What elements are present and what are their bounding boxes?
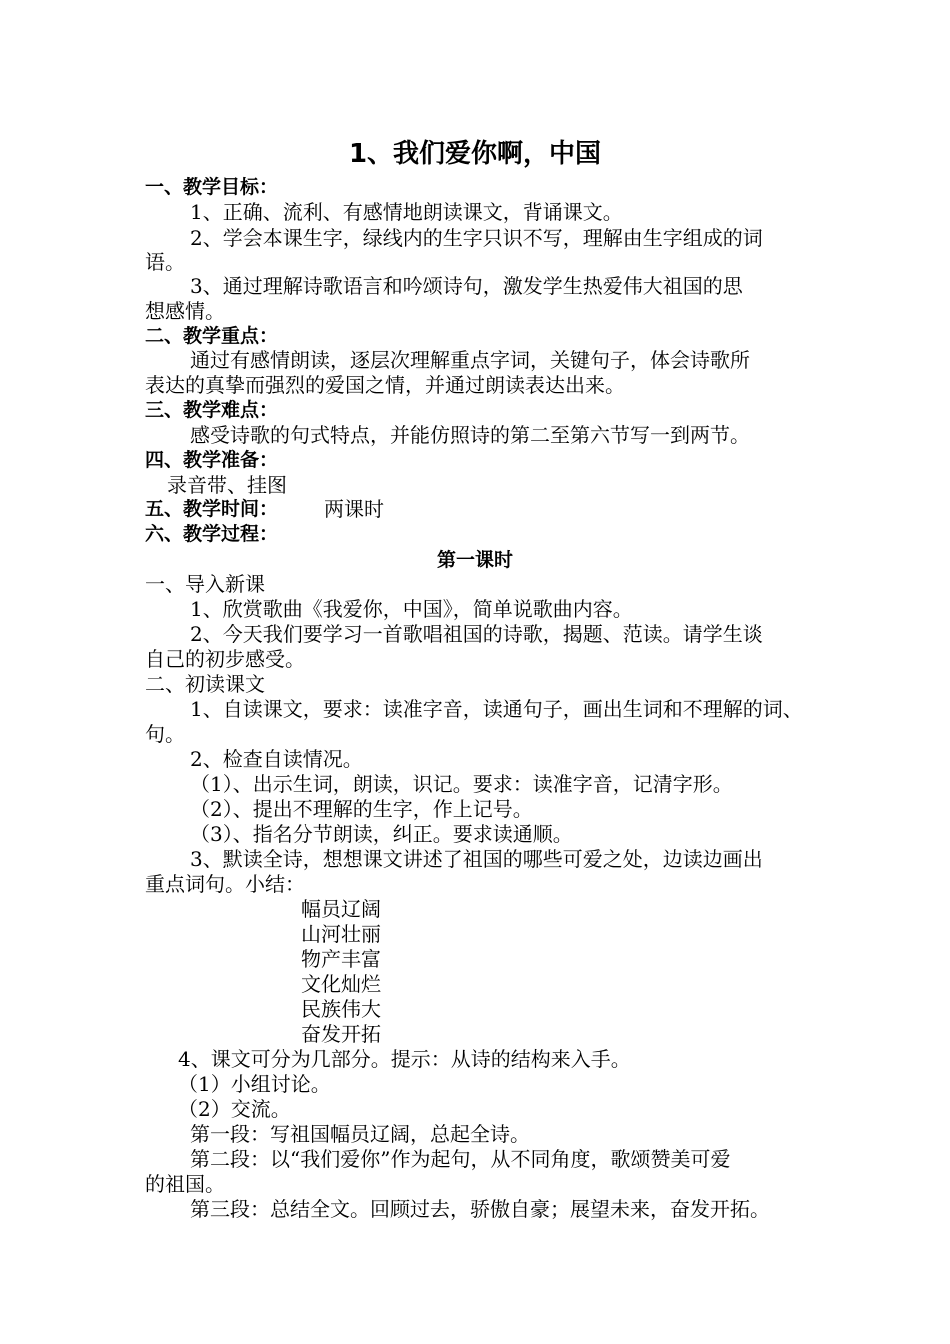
step-intro-2-line-1: 2、今天我们要学习一首歌唱祖国的诗歌，揭题、范读。请学生谈 xyxy=(190,622,763,646)
step-intro-1: 1、欣赏歌曲《我爱你，中国》，简单说歌曲内容。 xyxy=(190,597,633,621)
step-read-3-line-1: 3、默读全诗，想想课文讲述了祖国的哪些可爱之处，边读边画出 xyxy=(190,847,763,871)
preparation-text: 录音带、挂图 xyxy=(167,473,287,497)
page-title: 1、我们爱你啊，中国 xyxy=(348,139,602,169)
step-read-1-line-2: 句。 xyxy=(145,722,185,746)
process-heading: 六、教学过程： xyxy=(145,523,279,545)
key-points-line-1: 通过有感情朗读，逐层次理解重点字词，关键句子，体会诗歌所 xyxy=(190,348,750,372)
time-heading: 五、教学时间： xyxy=(145,498,279,520)
summary-item: 民族伟大 xyxy=(301,997,381,1021)
step-read-3-line-2: 重点词句。小结： xyxy=(145,872,305,896)
summary-item: 文化灿烂 xyxy=(301,972,381,996)
section-one: 第一段：写祖国幅员辽阔，总起全诗。 xyxy=(190,1122,530,1146)
step-read-4-2: （2）交流。 xyxy=(178,1097,291,1121)
section-two-line-2: 的祖国。 xyxy=(145,1172,225,1196)
step-read-4-1: （1）小组讨论。 xyxy=(178,1072,331,1096)
key-points-heading: 二、教学重点： xyxy=(145,325,279,347)
lesson-heading: 第一课时 xyxy=(436,549,513,571)
goal-2-line-1: 2、学会本课生字，绿线内的生字只识不写，理解由生字组成的词 xyxy=(190,226,763,250)
goal-1: 1、正确、流利、有感情地朗读课文，背诵课文。 xyxy=(190,200,623,224)
step-read-1-line-1: 1、自读课文，要求：读准字音，读通句子，画出生词和不理解的词、 xyxy=(190,697,803,721)
goal-2-line-2: 语。 xyxy=(145,250,185,274)
step-read: 二、初读课文 xyxy=(145,672,265,696)
step-intro-2-line-2: 自己的初步感受。 xyxy=(145,647,305,671)
step-read-2-2: （2）、提出不理解的生字，作上记号。 xyxy=(190,797,533,821)
summary-item: 幅员辽阔 xyxy=(301,897,381,921)
difficulty-text: 感受诗歌的句式特点，并能仿照诗的第二至第六节写一到两节。 xyxy=(190,423,750,447)
key-points-line-2: 表达的真挚而强烈的爱国之情，并通过朗读表达出来。 xyxy=(145,373,625,397)
preparation-heading: 四、教学准备： xyxy=(145,449,279,471)
difficulty-heading: 三、教学难点： xyxy=(145,399,279,421)
time-value: 两课时 xyxy=(324,497,384,521)
summary-item: 奋发开拓 xyxy=(301,1022,381,1046)
summary-item: 物产丰富 xyxy=(301,947,381,971)
step-read-2-1: （1）、出示生词，朗读，识记。要求：读准字音，记清字形。 xyxy=(190,772,733,796)
section-two-line-1: 第二段：以“我们爱你”作为起句，从不同角度，歌颂赞美可爱 xyxy=(190,1147,731,1171)
step-intro: 一、导入新课 xyxy=(145,572,265,596)
summary-item: 山河壮丽 xyxy=(301,922,381,946)
goal-3-line-2: 想感情。 xyxy=(145,299,225,323)
step-read-2: 2、检查自读情况。 xyxy=(190,747,363,771)
goals-heading: 一、教学目标： xyxy=(145,176,279,198)
section-three: 第三段：总结全文。回顾过去，骄傲自豪；展望未来，奋发开拓。 xyxy=(190,1197,770,1221)
step-read-2-3: （3）、指名分节朗读，纠正。要求读通顺。 xyxy=(190,822,573,846)
goal-3-line-1: 3、通过理解诗歌语言和吟颂诗句，激发学生热爱伟大祖国的思 xyxy=(190,274,743,298)
step-read-4: 4、课文可分为几部分。提示：从诗的结构来入手。 xyxy=(178,1047,631,1071)
